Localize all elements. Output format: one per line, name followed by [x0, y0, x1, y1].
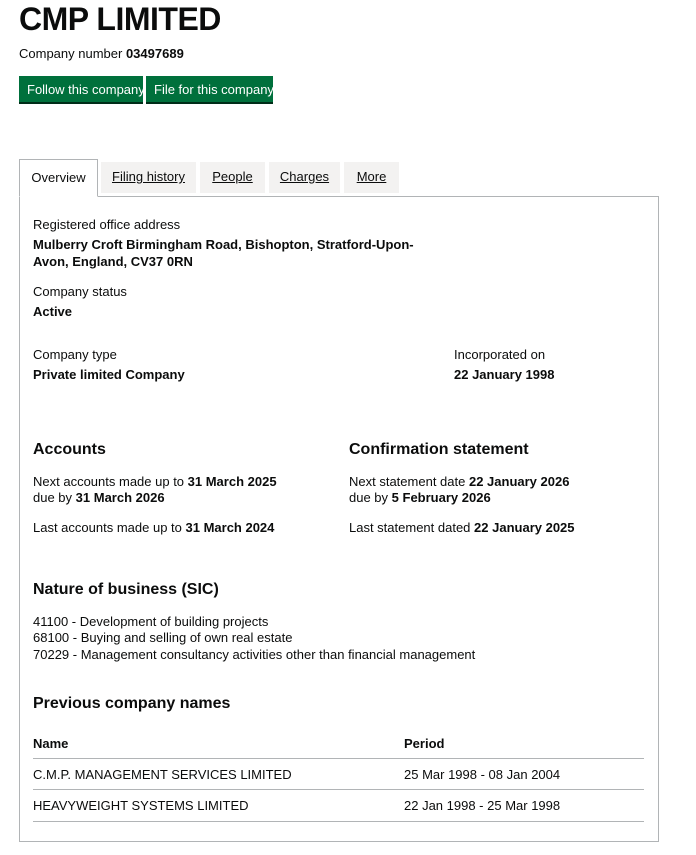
sic-item: 41100 - Development of building projects — [33, 614, 269, 629]
incorporated-label: Incorporated on — [454, 347, 546, 362]
company-type-value: Private limited Company — [33, 367, 185, 382]
confirmation-next — [349, 474, 569, 490]
confirmation-due-prefix: due by — [349, 490, 389, 505]
company-number-label: Company number — [19, 46, 123, 61]
previous-name-period: 25 Mar 1998 - 08 Jan 2004 — [404, 767, 561, 782]
status-value: Active — [33, 304, 73, 319]
file-for-company-button[interactable]: File for this company — [146, 76, 273, 104]
column-header-period: Period — [404, 736, 445, 751]
accounts-last-date: 31 March 2024 — [185, 520, 275, 535]
previous-names-heading: Previous company names — [33, 695, 231, 712]
accounts-due — [33, 490, 165, 506]
previous-name: HEAVYWEIGHT SYSTEMS LIMITED — [33, 798, 249, 813]
tab-people[interactable]: People — [200, 162, 265, 193]
table-divider — [33, 758, 644, 759]
accounts-next-date: 31 March 2025 — [187, 474, 277, 489]
confirmation-next-date: 22 January 2026 — [468, 474, 570, 489]
accounts-last-prefix: Last accounts made up to — [33, 520, 182, 535]
sic-item: 70229 - Management consultancy activities other than financial management — [33, 647, 476, 662]
accounts-due-date: 31 March 2026 — [75, 490, 165, 505]
address-label: Registered office address — [33, 217, 181, 232]
confirmation-due — [349, 490, 491, 506]
address-line-1: Mulberry Croft Birmingham Road, Bishopton, Stratford-Upon- — [33, 237, 414, 252]
confirmation-last — [349, 520, 575, 536]
table-divider — [33, 789, 644, 790]
accounts-next — [33, 474, 277, 490]
previous-name-period: 22 Jan 1998 - 25 Mar 1998 — [404, 798, 561, 813]
confirmation-last-prefix: Last statement dated — [349, 520, 471, 535]
confirmation-next-prefix: Next statement date — [349, 474, 466, 489]
confirmation-last-date: 22 January 2025 — [474, 520, 575, 535]
incorporated-value: 22 January 1998 — [454, 367, 555, 382]
company-number-value: 03497689 — [125, 46, 184, 61]
address-line-2: Avon, England, CV37 0RN — [33, 254, 193, 269]
follow-company-button[interactable]: Follow this company — [19, 76, 143, 104]
accounts-due-prefix: due by — [33, 490, 73, 505]
tab-charges[interactable]: Charges — [269, 162, 340, 193]
tab-more[interactable]: More — [344, 162, 399, 193]
sic-heading: Nature of business (SIC) — [33, 581, 219, 598]
tab-filing-history[interactable]: Filing history — [101, 162, 196, 193]
confirmation-heading: Confirmation statement — [349, 441, 529, 458]
status-label: Company status — [33, 284, 127, 299]
company-number — [19, 46, 184, 61]
tab-overview[interactable]: Overview — [19, 159, 98, 197]
accounts-heading: Accounts — [33, 441, 106, 458]
confirmation-due-date: 5 February 2026 — [391, 490, 491, 505]
table-divider — [33, 821, 644, 822]
company-type-label: Company type — [33, 347, 117, 362]
previous-name: C.M.P. MANAGEMENT SERVICES LIMITED — [33, 767, 292, 782]
column-header-name: Name — [33, 736, 69, 751]
page-title: CMP LIMITED — [19, 1, 221, 37]
accounts-last — [33, 520, 274, 536]
sic-item: 68100 - Buying and selling of own real estate — [33, 630, 293, 645]
accounts-next-prefix: Next accounts made up to — [33, 474, 185, 489]
